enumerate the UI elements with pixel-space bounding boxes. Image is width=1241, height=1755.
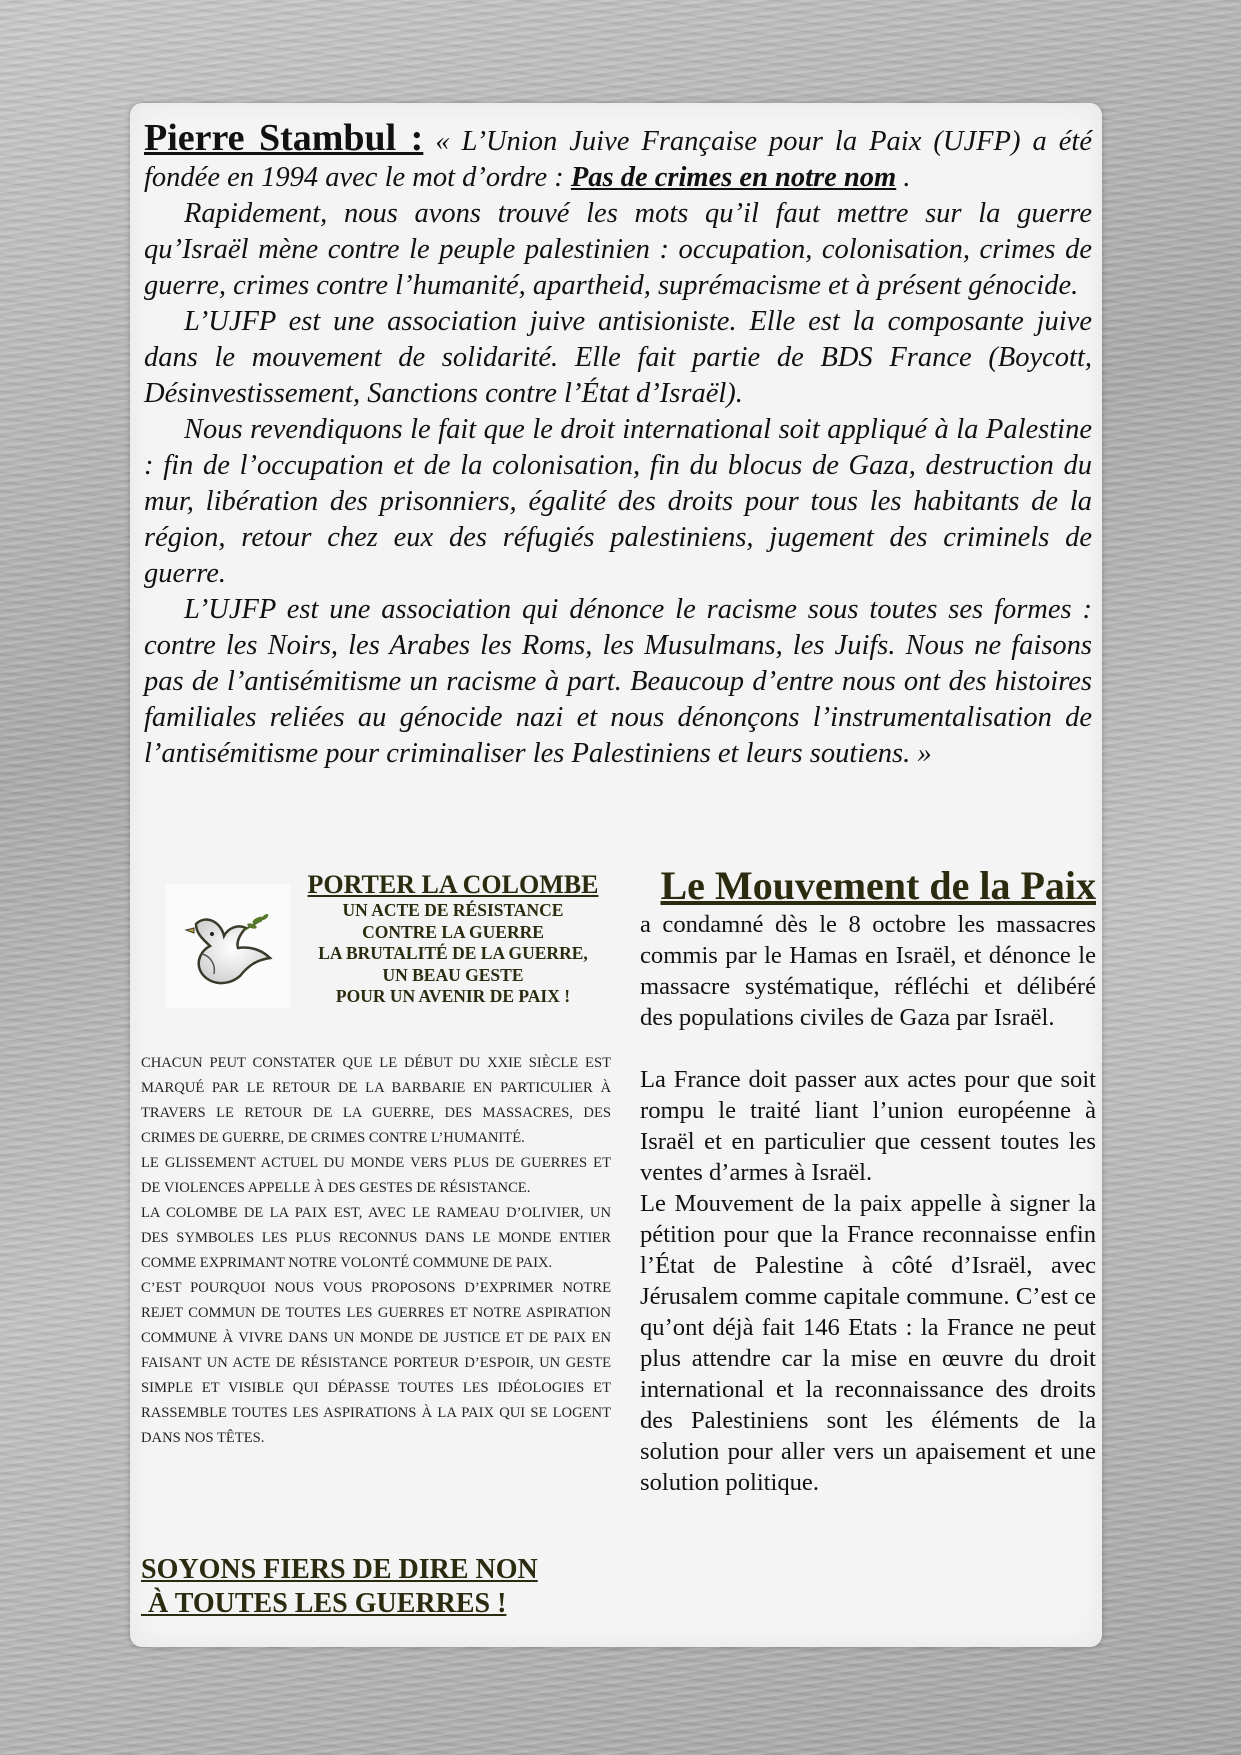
mouvement-body bbox=[640, 909, 1096, 1498]
intro-opening-text: « L’Union Juive Française pour la Paix (UJFP) a été fondée en 1994 avec le mot d’ordre : bbox=[144, 126, 1092, 193]
mouvement-paragraph: Le Mouvement de la paix appelle à signer la pétition pour que la France reconnaisse enfin l’État de Palestine à côté d’Israël, avec Jérusalem comme capitale commune. C’est ce qu’ont déjà fait 146 Etats : la France ne peut plus attendre car la mise en œuvre du droit international et la reconnaissance des droits des Palestiniens sont les éléments de la solution pour aller vers un apaisement et une solution politique. bbox=[640, 1190, 1096, 1496]
paragraph-gap bbox=[640, 1033, 1096, 1064]
intro-paragraph: L’UJFP est une association qui dénonce le racisme sous toutes ses formes : contre les Noirs, les Arabes les Roms, les Musulmans, les Juifs. Nous ne faisons pas de l’antisémitisme un racisme à part. Beaucoup d’entre nous ont des histoires familiales reliées au génocide nazi et nous dénonçons l’instrumentalisation de l’antisémitisme pour criminaliser les Palestiniens et leurs soutiens. » bbox=[144, 594, 1092, 769]
colombe-subheading: POUR UN AVENIR DE PAIX ! bbox=[335, 986, 571, 1006]
intro-paragraph: Nous revendiquons le fait que le droit international soit appliqué à la Palestine : fin de l’occupation et de la colonisation, fin du blocus de Gaza, destruction du mur, libération des prisonniers, égalité des droits pour tous les habitants de la région, retour chez eux des réfugiés palestiniens, jugement des criminels de guerre. bbox=[144, 414, 1092, 589]
mouvement-title: Le Mouvement de la Paix bbox=[660, 863, 1096, 908]
colombe-subheading: UN BEAU GESTE bbox=[382, 964, 524, 985]
intro-opening bbox=[144, 117, 1092, 196]
dove-with-olive-branch-icon bbox=[166, 884, 290, 1008]
slogan: Pas de crimes en notre nom bbox=[570, 162, 897, 193]
colombe-paragraph: LA COLOMBE DE LA PAIX EST, AVEC LE RAMEAU D’OLIVIER, UN DES SYMBOLES LES PLUS RECONNUS DANS LE MONDE ENTIER COMME EXPRIMANT NOTRE VOLONTÉ COMMUNE DE PAIX. bbox=[141, 1205, 611, 1271]
author-name: Pierre Stambul : bbox=[144, 117, 424, 159]
mouvement-paragraph: a condamné dès le 8 octobre les massacres commis par le Hamas en Israël, et dénonce le massacre systématique, réfléchi et délibéré des populations civiles de Gaza par Israël. bbox=[640, 911, 1096, 1031]
intro-section bbox=[144, 117, 1092, 772]
colombe-paragraph: LE GLISSEMENT ACTUEL DU MONDE VERS PLUS DE GUERRES ET DE VIOLENCES APPELLE À DES GESTES DE RÉSISTANCE. bbox=[141, 1155, 611, 1196]
colombe-subheading: LA BRUTALITÉ DE LA GUERRE, bbox=[318, 943, 588, 963]
colombe-subheading: CONTRE LA GUERRE bbox=[362, 921, 544, 942]
colombe-body bbox=[141, 1051, 611, 1451]
colombe-paragraph: C’EST POURQUOI NOUS VOUS PROPOSONS D’EXPRIMER NOTRE REJET COMMUN DE TOUTES LES GUERRES ET NOTRE ASPIRATION COMMUNE À VIVRE DANS UN MONDE DE JUSTICE ET DE PAIX EN FAISANT UN ACTE DE RÉSISTANCE PORTEUR D’ESPOIR, UN GESTE SIMPLE ET VISIBLE QUI DÉPASSE TOUTES LES IDÉOLOGIES ET RASSEMBLE TOUTES LES ASPIRATIONS À LA PAIX QUI SE LOGENT DANS NOS TÊTES. bbox=[141, 1280, 611, 1446]
colombe-heading-block bbox=[292, 870, 614, 1008]
call-to-action bbox=[141, 1553, 621, 1621]
colombe-subheading: UN ACTE DE RÉSISTANCE bbox=[342, 900, 564, 920]
call-line: À TOUTES LES GUERRES ! bbox=[141, 1588, 507, 1619]
intro-paragraph: L’UJFP est une association juive antisioniste. Elle est la composante juive dans le mouvement de solidarité. Elle fait partie de BDS France (Boycott, Désinvestissement, Sanctions contre l’État d’Israël). bbox=[144, 306, 1092, 409]
colombe-paragraph: CHACUN PEUT CONSTATER QUE LE DÉBUT DU XXIE SIÈCLE EST MARQUÉ PAR LE RETOUR DE LA BARBARIE EN PARTICULIER À TRAVERS LE RETOUR DE LA GUERRE, DES MASSACRES, DES CRIMES DE GUERRE, DE CRIMES CONTRE L’HUMANITÉ. bbox=[141, 1055, 611, 1146]
slogan-end: . bbox=[896, 162, 911, 193]
mouvement-paragraph: La France doit passer aux actes pour que soit rompu le traité liant l’union européenne à Israël et en particulier que cessent toutes les ventes d’armes à Israël. bbox=[640, 1066, 1096, 1186]
colombe-heading: PORTER LA COLOMBE bbox=[307, 870, 599, 899]
call-line: SOYONS FIERS DE DIRE NON bbox=[141, 1554, 538, 1585]
intro-paragraph: Rapidement, nous avons trouvé les mots qu’il faut mettre sur la guerre qu’Israël mène contre le peuple palestinien : occupation, colonisation, crimes de guerre, crimes contre l’humanité, apartheid, suprémacisme et à présent génocide. bbox=[144, 198, 1092, 301]
